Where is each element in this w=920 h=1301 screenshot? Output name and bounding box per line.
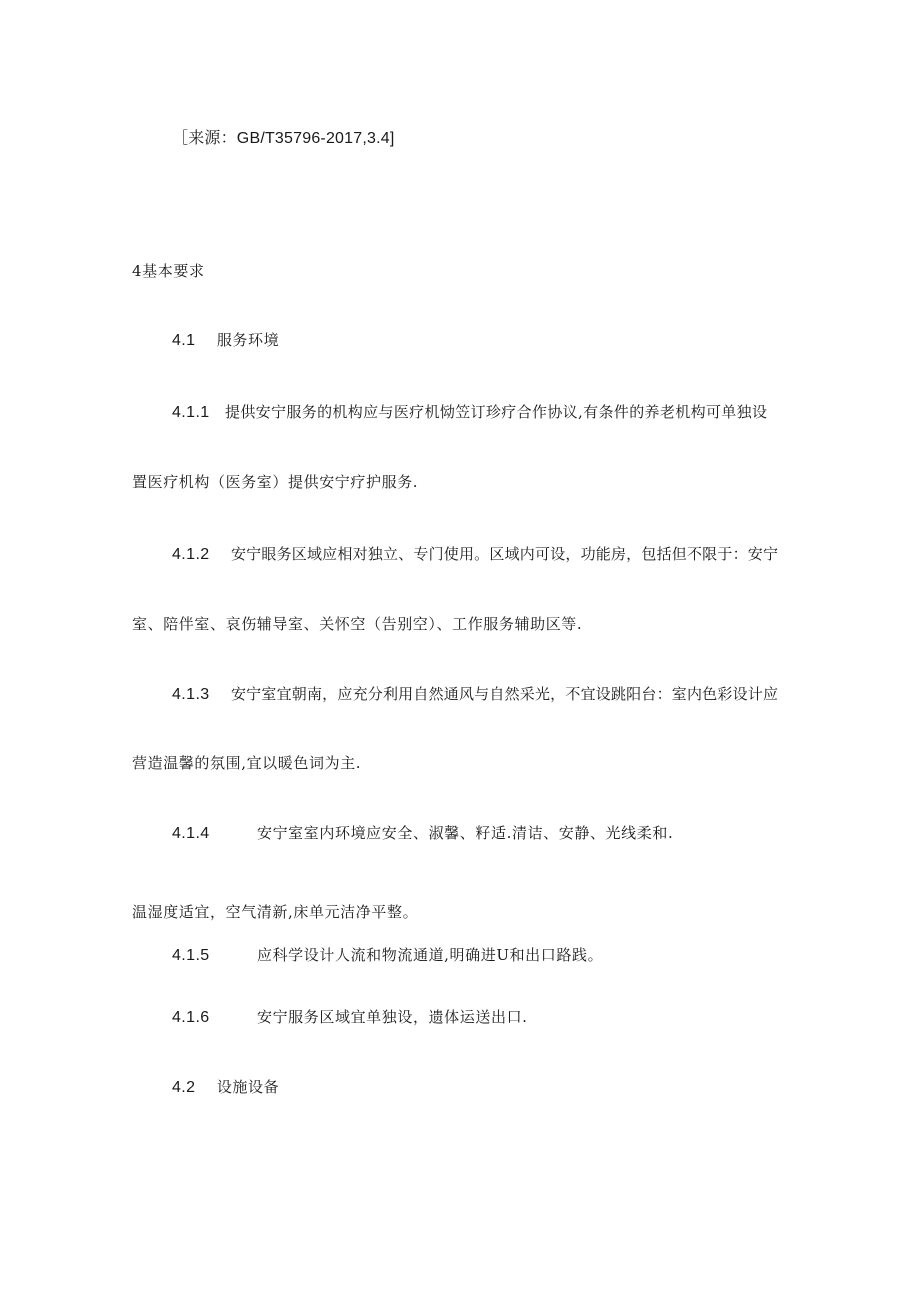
clause-4-1-3-line2: 营造温馨的氛围,宜以暖色词为主. — [132, 754, 362, 772]
clause-4-1-1-line2: 置医疗机构（医务室）提供安宁疗护服务. — [132, 473, 419, 491]
clause-4-1-3-line1 — [172, 684, 778, 705]
clause-4-1-6 — [172, 1007, 528, 1028]
clause-number: 4.1.1 — [172, 404, 210, 421]
subsection-heading-4-2 — [172, 1077, 279, 1098]
clause-text: 应科学设计人流和物流通道,明确进U和出口路践。 — [256, 946, 604, 964]
clause-4-1-1-line1 — [172, 402, 767, 423]
clause-text: 安宁服务区域宜单独设，遗体运送出口. — [256, 1008, 528, 1026]
clause-4-1-4-line1 — [172, 823, 673, 844]
subsection-heading-4-1 — [172, 330, 279, 351]
clause-4-1-2-line2: 室、陪伴室、哀伤辅导室、关怀空（告别空）、工作服务辅助区等. — [132, 615, 583, 633]
subsection-title: 设施设备 — [216, 1078, 280, 1096]
clause-4-1-5 — [172, 945, 603, 966]
clause-number: 4.1.6 — [172, 1009, 210, 1026]
section-heading-4: 4基本要求 — [132, 262, 205, 280]
clause-text: 安宁室室内环境应安全、淑馨、籽适.清诘、安静、光线柔和. — [256, 824, 674, 842]
clause-text: 提供安宁服务的机构应与医疗机恸笠订珍疗合作协议,有条件的养老机构可单独设 — [224, 403, 768, 421]
clause-number: 4.1.5 — [172, 947, 210, 964]
source-citation: ［来源：GB/T35796-2017,3.4] — [172, 130, 395, 147]
clause-number: 4.1.3 — [172, 686, 210, 703]
clause-number: 4.1.2 — [172, 546, 210, 563]
subsection-number: 4.1 — [172, 332, 196, 349]
clause-4-1-2-line1 — [172, 544, 778, 565]
subsection-title: 服务环境 — [216, 331, 280, 349]
subsection-number: 4.2 — [172, 1079, 196, 1096]
clause-number: 4.1.4 — [172, 825, 210, 842]
clause-text: 安宁眼务区域应相对独立、专门使用。区域内可设，功能房，包括但不限于：安宁 — [230, 545, 779, 563]
clause-text: 安宁室宜朝南，应充分利用自然通风与自然采光，不宜设跳阳台：室内色彩设计应 — [230, 685, 779, 703]
clause-4-1-4-line2: 温湿度适宜，空气清新,床单元洁净平整。 — [132, 903, 419, 921]
